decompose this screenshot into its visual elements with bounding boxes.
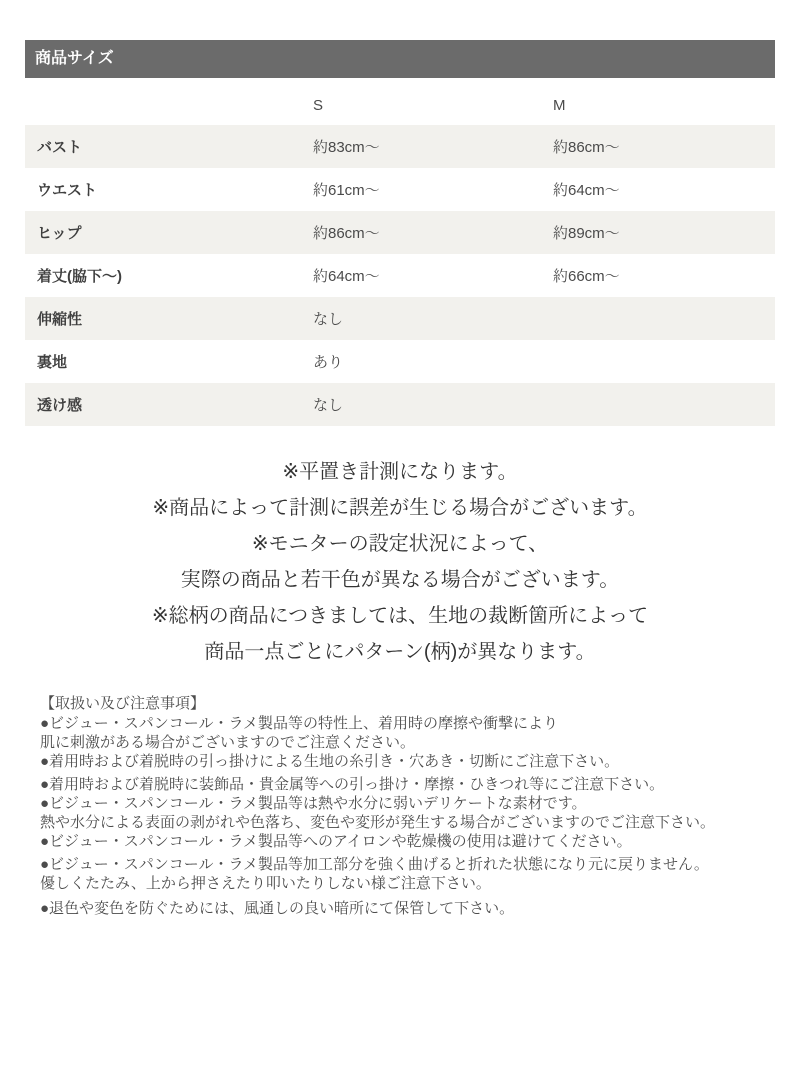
care-line: ●着用時および着脱時の引っ掛けによる生地の糸引き・穴あき・切断にご注意下さい。 [40, 753, 620, 770]
size-value-s: 約64cm〜 [313, 268, 380, 285]
size-value-m: 約89cm〜 [553, 225, 620, 242]
table-row-stretch [25, 297, 775, 340]
care-instructions [40, 694, 775, 918]
table-row-sheerness [25, 383, 775, 426]
care-line: 熱や水分による表面の剥がれや色落ち、変色や変形が発生する場合がございますのでご注意下さい。 [40, 814, 716, 831]
size-value-s: なし [313, 311, 344, 328]
size-label: 着丈(脇下〜) [37, 268, 122, 285]
size-value-m: 約66cm〜 [553, 268, 620, 285]
note-line: ※商品によって計測に誤差が生じる場合がございます。 [152, 497, 648, 519]
care-line: ●ビジュー・スパンコール・ラメ製品等の特性上、着用時の摩擦や衝撃により [40, 715, 559, 732]
care-instructions-heading: 【取扱い及び注意事項】 [40, 695, 206, 712]
note-line: ※平置き計測になります。 [282, 461, 518, 483]
size-value-s: 約86cm〜 [313, 225, 380, 242]
note-line: ※モニターの設定状況によって、 [251, 533, 549, 555]
note-line: ※総柄の商品につきましては、生地の裁断箇所によって [151, 605, 649, 627]
size-section-header [25, 40, 775, 78]
size-label: 伸縮性 [37, 311, 83, 328]
size-table-header-row [25, 85, 775, 125]
size-label: 裏地 [37, 354, 68, 371]
care-line: ●ビジュー・スパンコール・ラメ製品等加工部分を強く曲げると折れた状態になり元に戻りません。 [40, 856, 709, 873]
care-line: 優しくたたみ、上から押さえたり叩いたりしない様ご注意下さい。 [40, 875, 491, 892]
care-line: 肌に刺激がある場合がございますのでご注意ください。 [40, 734, 416, 751]
size-label: バスト [37, 139, 83, 156]
size-value-s: 約61cm〜 [313, 182, 380, 199]
table-row-hip [25, 211, 775, 254]
size-header-s: S [313, 96, 324, 114]
table-row-length [25, 254, 775, 297]
size-value-m: 約64cm〜 [553, 182, 620, 199]
size-value-s: 約83cm〜 [313, 139, 380, 156]
size-table [25, 85, 775, 426]
size-header-m: M [553, 96, 566, 114]
size-label: ウエスト [37, 182, 98, 199]
care-line: ●着用時および着脱時に装飾品・貴金属等への引っ掛け・摩擦・ひきつれ等にご注意下さい。 [40, 776, 665, 793]
size-section-title: 商品サイズ [35, 50, 114, 67]
care-line: ●退色や変色を防ぐためには、風通しの良い暗所にて保管して下さい。 [40, 900, 515, 917]
size-label: 透け感 [37, 397, 83, 414]
table-row-lining [25, 340, 775, 383]
measurement-notes [0, 454, 800, 670]
table-row-waist [25, 168, 775, 211]
size-label: ヒップ [37, 225, 82, 242]
size-value-s: あり [313, 354, 344, 371]
size-value-m: 約86cm〜 [553, 139, 620, 156]
care-line: ●ビジュー・スパンコール・ラメ製品等へのアイロンや乾燥機の使用は避けてください。 [40, 833, 632, 850]
care-line: ●ビジュー・スパンコール・ラメ製品等は熱や水分に弱いデリケートな素材です。 [40, 795, 587, 812]
note-line: 実際の商品と若干色が異なる場合がございます。 [180, 569, 620, 591]
size-value-s: なし [313, 397, 344, 414]
table-row-bust [25, 125, 775, 168]
note-line: 商品一点ごとにパターン(柄)が異なります。 [204, 641, 596, 663]
